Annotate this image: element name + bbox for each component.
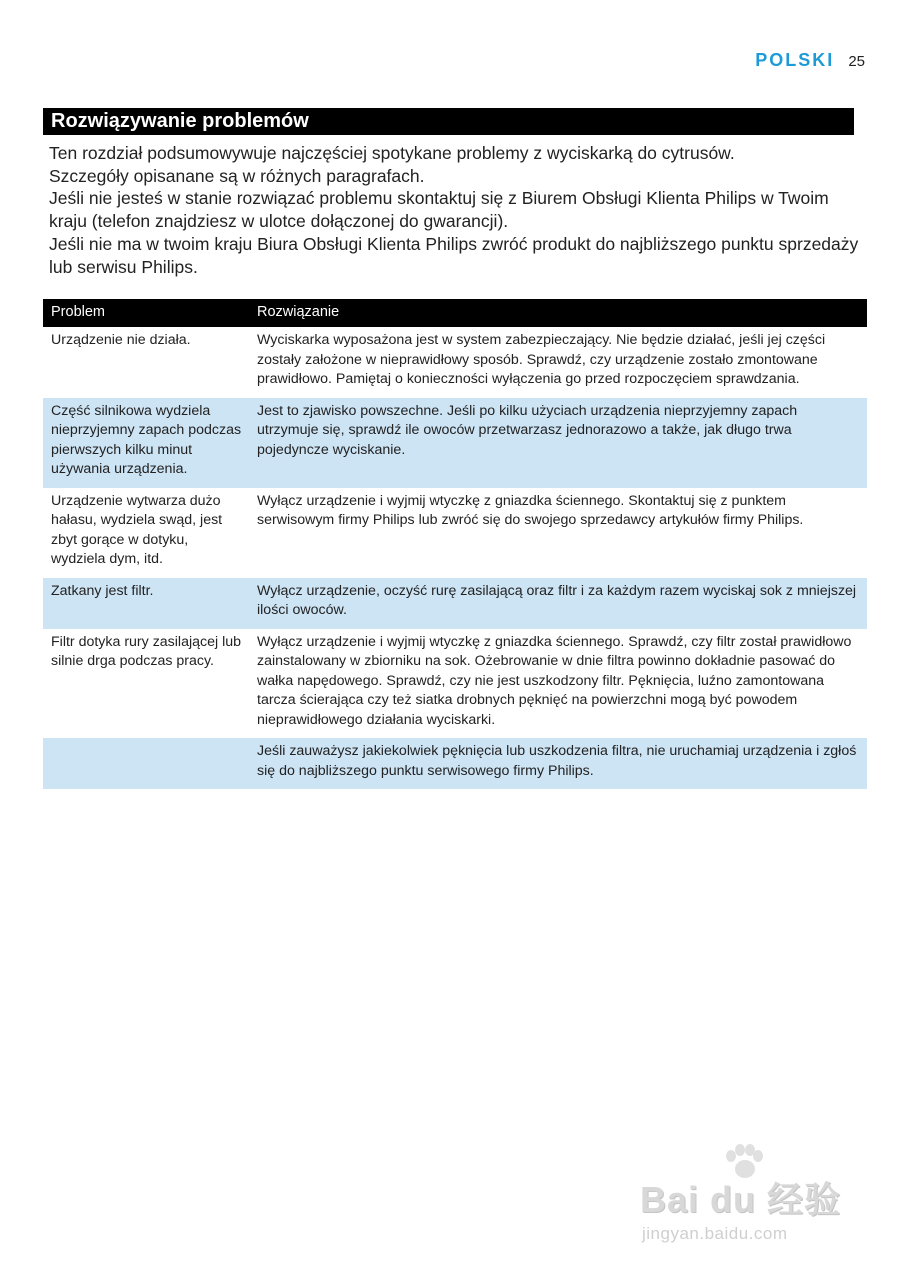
problem-cell: Część silnikowa wydziela nieprzyjemny zapach podczas pierwszych kilku minut używania urządzenia. — [43, 398, 249, 488]
intro-line: Ten rozdział podsumowywuje najczęściej spotykane problemy z wyciskarką do cytrusów. — [49, 143, 735, 163]
intro-text — [49, 142, 859, 278]
watermark-brand: Bai du 经验 — [640, 1179, 842, 1220]
solution-cell: Wyciskarka wyposażona jest w system zabezpieczający. Nie będzie działać, jeśli jej części zostały założone w nieprawidłowy sposób. Sprawdź, czy urządzenie zostało zmontowane prawidłowo. Pamiętaj o konieczności wyłączenia go przed rozpoczęciem sprawdzania. — [257, 332, 826, 387]
table-row — [43, 398, 867, 488]
solution-cell: Jest to zjawisko powszechne. Jeśli po kilku użyciach urządzenia nieprzyjemny zapach utrzymuje się, sprawdź ile owoców przetwarzasz jednorazowo a także, jak długo trwa pojedyncze wyciskanie. — [249, 398, 867, 488]
intro-line: Szczegóły opisanane są w różnych paragrafach. — [49, 165, 425, 186]
page-number: 25 — [848, 53, 865, 70]
paw-icon — [722, 1144, 766, 1180]
column-header-problem: Problem — [43, 299, 249, 327]
problem-cell: Urządzenie nie działa. — [51, 332, 191, 348]
solution-cell: Jeśli zauważysz jakiekolwiek pęknięcia lub uszkodzenia filtra, nie uruchamiaj urządzenia i zgłoś się do najbliższego punktu serwisowego firmy Philips. — [249, 738, 867, 789]
table-row — [43, 629, 867, 739]
troubleshooting-table — [43, 299, 867, 789]
table-row — [43, 488, 867, 578]
table-row — [43, 738, 867, 789]
solution-cell: Wyłącz urządzenie i wyjmij wtyczkę z gniazdka ściennego. Skontaktuj się z punktem serwisowym firmy Philips lub zwróć się do swojego sprzedawcy artykułów firmy Philips. — [257, 492, 804, 528]
table-header-row — [43, 299, 867, 327]
intro-line: Jeśli nie ma w twoim kraju Biura Obsługi Klienta Philips zwróć produkt do najbliższego punktu sprzedaży lub serwisu Philips. — [49, 233, 859, 277]
table-row — [43, 578, 867, 629]
solution-cell: Wyłącz urządzenie, oczyść rurę zasilającą oraz filtr i za każdym razem wyciskaj sok z mniejszej ilości owoców. — [249, 578, 867, 629]
page-header — [755, 50, 865, 71]
problem-cell: Urządzenie wytwarza dużo hałasu, wydziela swąd, jest zbyt gorące w dotyku, wydziela dym, itd. — [51, 492, 223, 567]
section-title: Rozwiązywanie problemów — [43, 108, 854, 135]
table-row — [43, 327, 867, 398]
baidu-watermark — [640, 1140, 850, 1250]
solution-cell: Wyłącz urządzenie i wyjmij wtyczkę z gniazdka ściennego. Sprawdź, czy filtr został prawidłowo zainstalowany w zbiorniku na sok. Ożebrowanie w dnie filtra powinno dokładnie pasować do wałka napędowego. Sprawdź, czy nie jest uszkodzony filtr. Pęknięcia, luźno zamontowana tarcza ścierająca czy też siatka drobnych pęknięć na powierzchni mogą być powodem nieprawidłowego działania wyciskarki. — [257, 633, 852, 728]
problem-cell — [43, 738, 249, 789]
problem-cell: Zatkany jest filtr. — [43, 578, 249, 629]
problem-cell: Filtr dotyka rury zasilającej lub silnie drga podczas pracy. — [51, 633, 242, 669]
watermark-url: jingyan.baidu.com — [642, 1224, 788, 1243]
intro-line: Jeśli nie jesteś w stanie rozwiązać problemu skontaktuj się z Biurem Obsługi Klienta Philips w Twoim kraju (telefon znajdziesz w ulotce dołączonej do gwarancji). — [49, 188, 829, 232]
column-header-solution: Rozwiązanie — [249, 299, 867, 327]
language-label: POLSKI — [755, 50, 835, 70]
